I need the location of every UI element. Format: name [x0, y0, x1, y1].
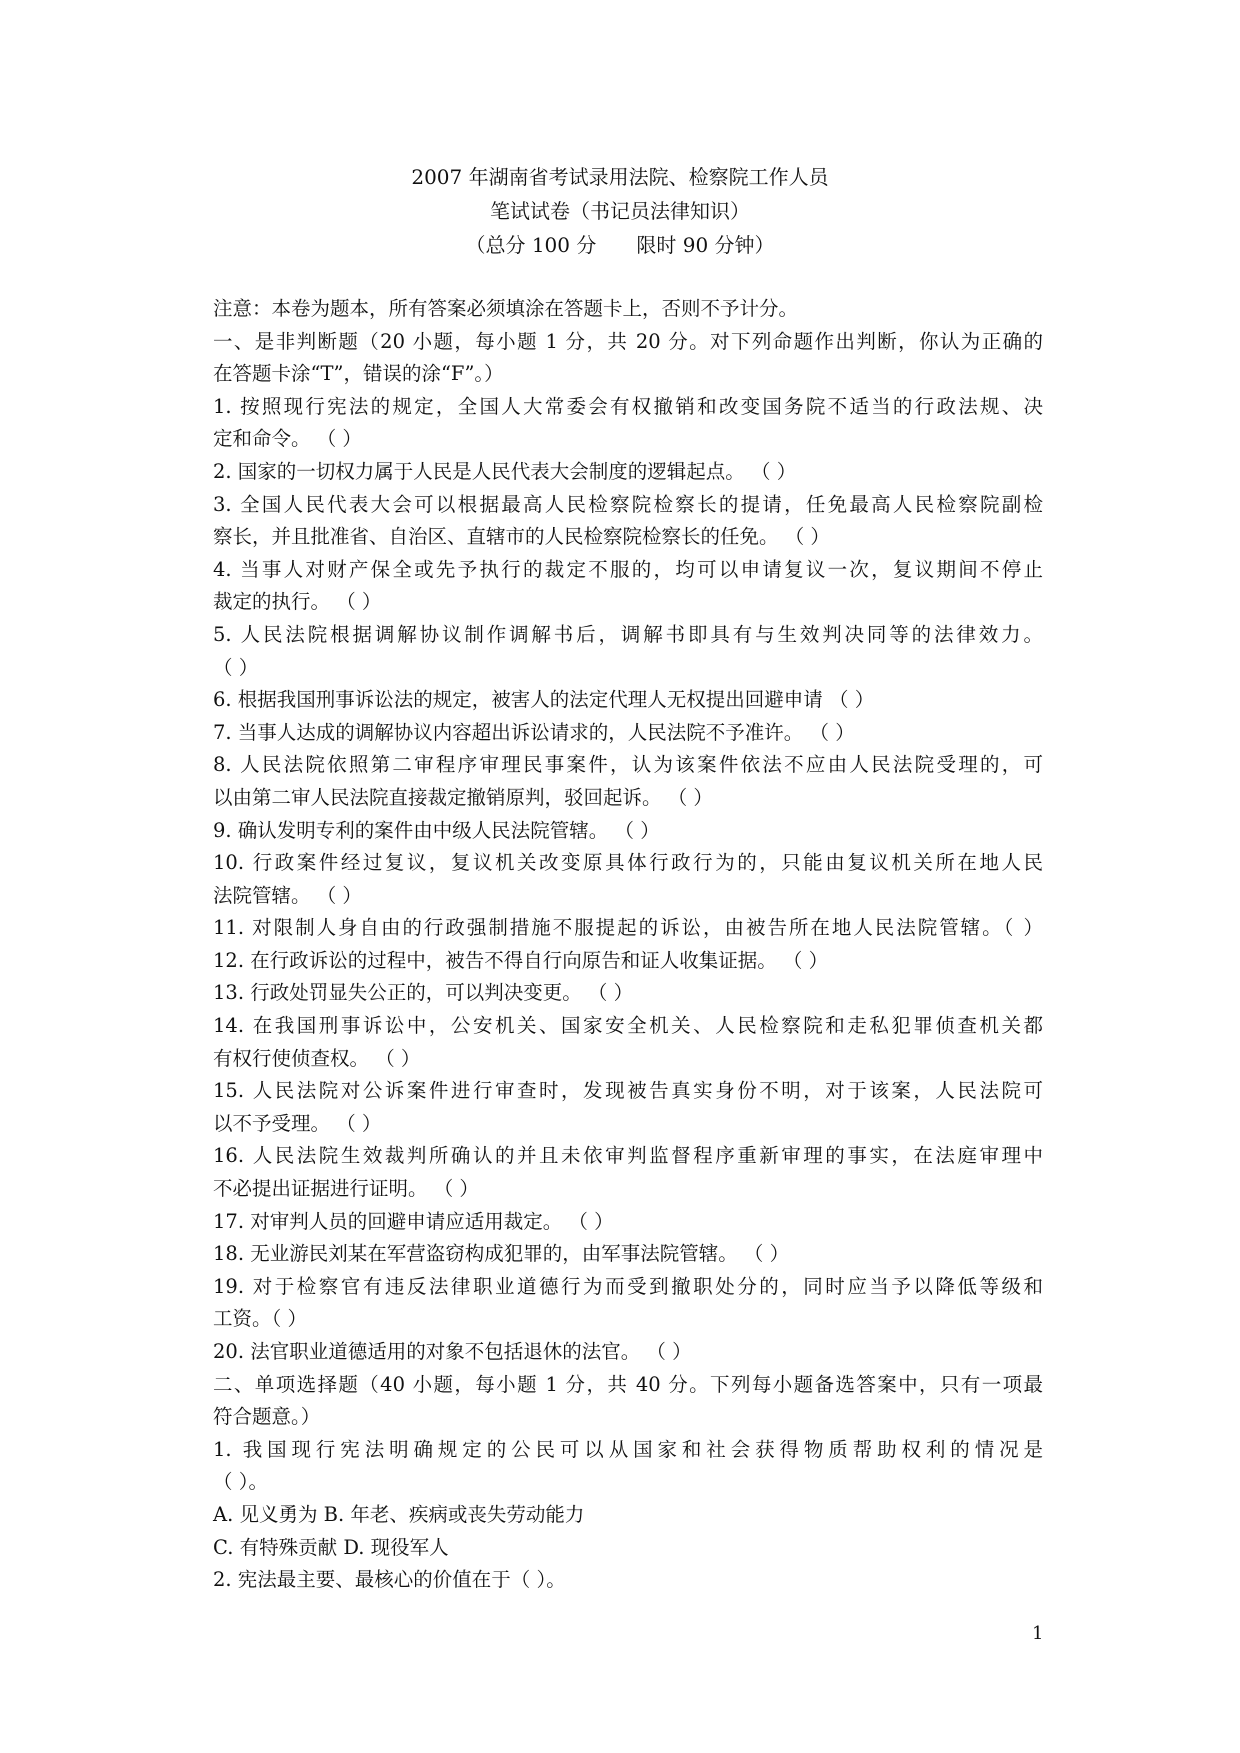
- body-line: 注意：本卷为题本，所有答案必须填涂在答题卡上，否则不予计分。: [213, 297, 799, 320]
- body-line: 12. 在行政诉讼的过程中，被告不得自行向原告和证人收集证据。 （ ）: [213, 948, 829, 972]
- body-line: 14. 在我国刑事诉讼中，公安机关、国家安全机关、人民检察院和走私犯罪侦查机关都: [213, 1014, 1043, 1038]
- body-line: 10. 行政案件经过复议，复议机关改变原具体行政行为的，只能由复议机关所在地人民: [213, 851, 1043, 875]
- body-line: 15. 人民法院对公诉案件进行审查时，发现被告真实身份不明，对于该案，人民法院可: [213, 1079, 1043, 1103]
- body-line: 一、是非判断题（20 小题，每小题 1 分，共 20 分。对下列命题作出判断，你认为正确的: [213, 329, 1043, 353]
- body-line: 7. 当事人达成的调解协议内容超出诉讼请求的，人民法院不予准许。 （ ）: [213, 720, 855, 744]
- body-line: 17. 对审判人员的回避申请应适用裁定。 （ ）: [213, 1209, 614, 1233]
- body-line: 1. 我国现行宪法明确规定的公民可以从国家和社会获得物质帮助权利的情况是: [213, 1437, 1043, 1461]
- body-line: A. 见义勇为 B. 年老、疾病或丧失劳动能力: [213, 1502, 585, 1526]
- body-line: 8. 人民法院依照第二审程序审理民事案件，认为该案件依法不应由人民法院受理的，可: [213, 753, 1043, 777]
- body-line: 2. 国家的一切权力属于人民是人民代表大会制度的逻辑起点。 （ ）: [213, 459, 797, 483]
- body-line: 察长，并且批准省、自治区、直辖市的人民检察院检察长的任免。 （ ）: [213, 525, 830, 549]
- document-title: [0, 160, 1240, 262]
- body-line: 工资。（ ）: [213, 1307, 307, 1331]
- body-line: 16. 人民法院生效裁判所确认的并且未依审判监督程序重新审理的事实，在法庭审理中: [213, 1144, 1043, 1168]
- body-line: 符合题意。）: [213, 1405, 321, 1429]
- page-number: 1: [1032, 1623, 1044, 1644]
- body-line: 2. 宪法最主要、最核心的价值在于（ ）。: [213, 1568, 566, 1592]
- body-line: 以由第二审人民法院直接裁定撤销原判，驳回起诉。 （ ）: [213, 785, 713, 809]
- body-line: 有权行使侦查权。 （ ）: [213, 1046, 421, 1070]
- body-line: （ ）。: [213, 1470, 268, 1494]
- body-line: 11. 对限制人身自由的行政强制措施不服提起的诉讼，由被告所在地人民法院管辖。（ ）: [213, 916, 1043, 940]
- score-time-line: （总分 100 分 限时 90 分钟）: [465, 233, 775, 257]
- body-line: 9. 确认发明专利的案件由中级人民法院管辖。 （ ）: [213, 818, 660, 842]
- body-line: 19. 对于检察官有违反法律职业道德行为而受到撤职处分的，同时应当予以降低等级和: [213, 1274, 1043, 1298]
- body-line: 4. 当事人对财产保全或先予执行的裁定不服的，均可以申请复议一次，复议期间不停止: [213, 557, 1043, 581]
- body-line: 法院管辖。 （ ）: [213, 883, 362, 907]
- body-line: 裁定的执行。 （ ）: [213, 590, 382, 614]
- body-line: 二、单项选择题（40 小题，每小题 1 分，共 40 分。下列每小题备选答案中，只有一项最: [213, 1372, 1043, 1396]
- body-line: 20. 法官职业道德适用的对象不包括退休的法官。 （ ）: [213, 1340, 692, 1363]
- body-line: 13. 行政处罚显失公正的，可以判决变更。 （ ）: [213, 981, 634, 1005]
- body-line: 3. 全国人民代表大会可以根据最高人民检察院检察长的提请，任免最高人民检察院副检: [213, 492, 1043, 516]
- body-line: C. 有特殊贡献 D. 现役军人: [213, 1535, 449, 1559]
- body-line: 18. 无业游民刘某在军营盗窃构成犯罪的，由军事法院管辖。 （ ）: [213, 1242, 790, 1266]
- body-line: （ ）: [213, 655, 259, 679]
- body-line: 1. 按照现行宪法的规定，全国人大常委会有权撤销和改变国务院不适当的行政法规、决: [213, 394, 1043, 418]
- body-line: 5. 人民法院根据调解协议制作调解书后，调解书即具有与生效判决同等的法律效力。: [213, 622, 1043, 646]
- body-line: 以不予受理。 （ ）: [213, 1111, 382, 1135]
- document-body: [213, 293, 1043, 1597]
- body-line: 不必提出证据进行证明。 （ ）: [213, 1177, 479, 1201]
- body-line: 6. 根据我国刑事诉讼法的规定，被害人的法定代理人无权提出回避申请 （ ）: [213, 688, 875, 712]
- body-line: 定和命令。 （ ）: [213, 427, 362, 451]
- title-line: 2007 年湖南省考试录用法院、检察院工作人员: [411, 165, 829, 189]
- body-line: 在答题卡涂“T”，错误的涂“F”。）: [213, 362, 504, 386]
- subtitle-line: 笔试试卷（书记员法律知识）: [490, 199, 750, 223]
